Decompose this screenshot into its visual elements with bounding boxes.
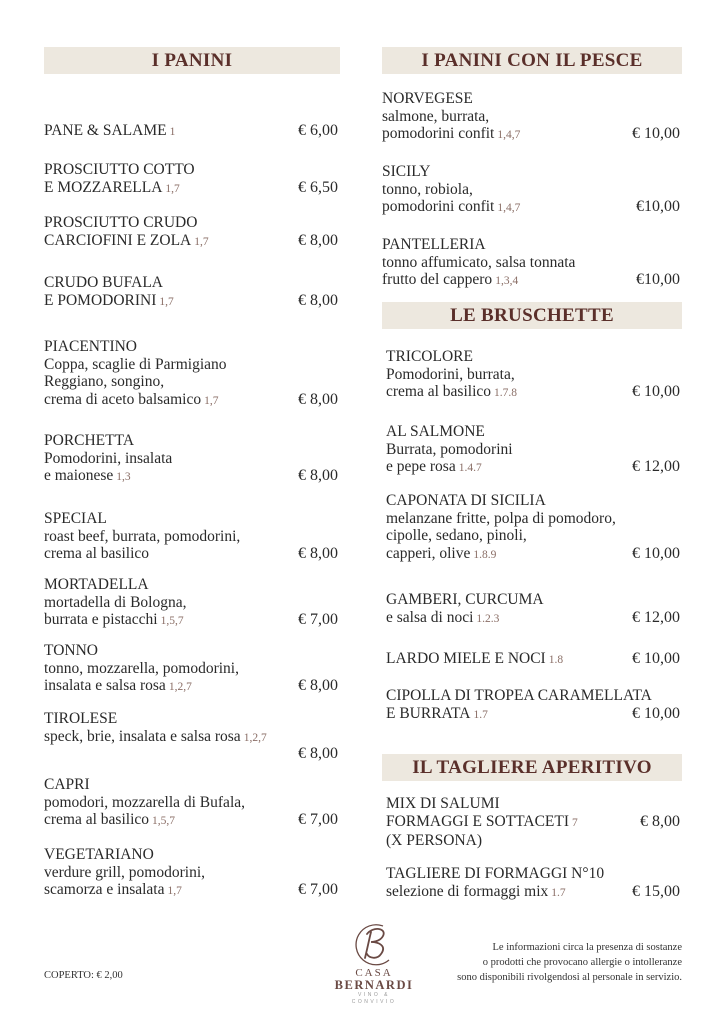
allergen-codes: 1.7.8	[494, 387, 518, 399]
item-text: CRUDO BUFALA	[44, 274, 163, 291]
panini-section	[44, 47, 340, 898]
item-description	[44, 373, 340, 391]
menu-item	[44, 710, 340, 762]
item-description	[382, 108, 682, 126]
item-name	[44, 122, 340, 142]
item-name	[386, 348, 682, 366]
allergen-codes: 1,4,7	[497, 129, 521, 141]
item-text: VEGETARIANO	[44, 846, 154, 863]
item-text: CIPOLLA DI TROPEA CARAMELLATA	[386, 687, 652, 704]
allergen-codes: 7	[572, 816, 578, 829]
item-text: verdure grill, pomodorini,	[44, 863, 205, 881]
item-description	[44, 811, 340, 831]
logo-casa: CASA	[355, 967, 393, 979]
allergen-codes: 1,7	[204, 394, 219, 407]
item-price: € 8,00	[298, 677, 338, 694]
item-description	[44, 356, 340, 374]
item-description	[386, 832, 682, 850]
item-price: € 6,50	[298, 178, 338, 196]
allergen-note-line: sono disponibili rivolgendosi al personale in servizio.	[457, 972, 682, 983]
item-text: Pomodorini, burrata,	[386, 365, 515, 383]
menu-item	[382, 236, 682, 291]
item-description	[386, 366, 682, 384]
item-description	[44, 660, 340, 678]
item-text: crema al basilico	[386, 383, 492, 400]
menu-item	[382, 163, 682, 218]
menu-item	[44, 776, 340, 831]
item-name	[382, 236, 682, 254]
allergen-note-line: Le informazioni circa la presenza di sostanze	[492, 942, 682, 953]
allergen-codes: 1.7	[551, 886, 566, 899]
item-text: e pepe rosa	[386, 458, 456, 475]
menu-item	[44, 161, 340, 198]
item-price: €10,00	[636, 271, 680, 288]
section-title-bruschette: LE BRUSCHETTE	[382, 302, 682, 329]
allergen-note-line: o prodotti che provocano allergie o intolleranze	[482, 957, 682, 968]
item-text: mortadella di Bologna,	[44, 593, 187, 611]
allergen-codes: 1,7	[167, 885, 182, 897]
item-text: TONNO	[44, 642, 98, 659]
section-title-tagliere: IL TAGLIERE APERITIVO	[382, 754, 682, 781]
allergen-codes: 1,5,7	[152, 815, 176, 827]
item-price: €10,00	[636, 198, 680, 215]
item-text: MORTADELLA	[44, 576, 149, 593]
menu-item	[44, 846, 340, 901]
item-text: PROSCIUTTO COTTO	[44, 161, 195, 178]
item-description	[386, 527, 682, 545]
menu-item	[386, 687, 682, 724]
item-price: € 8,00	[298, 545, 338, 562]
menu-item	[386, 591, 682, 628]
menu-item	[44, 510, 340, 563]
item-price: € 8,00	[298, 291, 338, 309]
item-description	[44, 677, 340, 697]
item-text: cipolle, sedano, pinoli,	[386, 527, 527, 544]
item-text: Reggiano, songino,	[44, 373, 165, 390]
allergen-codes: 1,5,7	[160, 615, 184, 627]
item-text: tonno affumicato, salsa tonnata	[382, 253, 576, 271]
item-text: CAPONATA DI SICILIA	[386, 492, 546, 509]
item-text: pomodorini confit	[382, 198, 495, 215]
item-text: PANTELLERIA	[382, 236, 486, 253]
item-description	[44, 545, 340, 563]
item-price: € 8,00	[298, 231, 338, 249]
item-name	[386, 687, 682, 705]
allergen-codes: 1	[169, 126, 176, 138]
item-text: GAMBERI, CURCUMA	[386, 591, 544, 608]
item-price: € 8,00	[298, 745, 338, 762]
item-name	[386, 492, 682, 510]
item-text: NORVEGESE	[382, 90, 473, 107]
item-text: crema di aceto balsamico	[44, 390, 202, 408]
item-description	[44, 467, 340, 487]
item-description	[386, 813, 682, 833]
right-column	[382, 47, 682, 900]
allergen-codes: 1,2,7	[243, 731, 267, 744]
menu-item	[386, 348, 682, 403]
item-price: € 7,00	[298, 811, 338, 828]
item-text: crema al basilico	[44, 545, 150, 562]
item-description	[44, 450, 340, 468]
menu-item	[44, 338, 340, 410]
item-text: MIX DI SALUMI	[386, 795, 500, 812]
item-text: selezione di formaggi mix	[386, 882, 549, 900]
item-description	[386, 510, 682, 528]
item-price: € 10,00	[632, 650, 680, 667]
menu-item	[44, 642, 340, 697]
menu-item	[386, 423, 682, 478]
item-price: € 8,00	[298, 390, 338, 408]
item-text: crema al basilico	[44, 811, 150, 828]
menu-item	[382, 90, 682, 145]
item-price: € 12,00	[632, 608, 680, 626]
allergen-codes: 1,3,4	[495, 275, 519, 287]
item-text: roast beef, burrata, pomodorini,	[44, 527, 241, 545]
allergen-codes: 1,7	[159, 295, 174, 308]
logo-tagline: VINO & CONVIVIO	[351, 992, 397, 1005]
item-name	[382, 90, 682, 108]
item-text: insalata e salsa rosa	[44, 677, 166, 694]
item-description	[44, 794, 340, 812]
allergen-codes: 1,4,7	[497, 202, 521, 214]
item-text: TRICOLORE	[386, 348, 473, 365]
item-name	[386, 865, 682, 883]
allergen-codes: 1,3	[116, 471, 131, 483]
item-text: Coppa, scaglie di Parmigiano	[44, 355, 227, 373]
item-description	[44, 594, 340, 612]
item-text: scamorza e insalata	[44, 881, 165, 898]
menu-item	[44, 214, 340, 251]
menu-item	[44, 576, 340, 631]
item-description	[44, 179, 340, 199]
allergen-codes: 1.8	[548, 654, 564, 666]
item-text: FORMAGGI E SOTTACETI	[386, 812, 570, 830]
allergen-codes: 1,7	[194, 235, 209, 248]
item-name	[44, 432, 340, 450]
menu-item	[44, 274, 340, 311]
allergen-codes: 1.2.3	[476, 612, 500, 625]
item-text: tonno, mozzarella, pomodorini,	[44, 659, 239, 677]
item-price: € 12,00	[632, 458, 680, 475]
item-price: € 15,00	[632, 882, 680, 900]
item-text: LARDO MIELE E NOCI	[386, 650, 546, 667]
item-text: Burrata, pomodorini	[386, 440, 513, 458]
item-text: CAPRI	[44, 776, 90, 793]
item-name	[44, 510, 340, 528]
item-description	[44, 881, 340, 901]
item-name	[44, 710, 340, 728]
item-description	[44, 292, 340, 312]
item-text: E MOZZARELLA	[44, 178, 163, 196]
item-text: Pomodorini, insalata	[44, 449, 173, 467]
item-name	[44, 274, 340, 292]
item-price: € 8,00	[640, 812, 680, 830]
item-text: SICILY	[382, 163, 431, 180]
item-price: € 10,00	[632, 383, 680, 400]
menu-item	[44, 432, 340, 487]
item-text: PANE & SALAME	[44, 122, 167, 139]
item-description	[44, 391, 340, 411]
item-description	[386, 441, 682, 459]
item-text: melanzane fritte, polpa di pomodoro,	[386, 509, 616, 527]
section-title-pesce: I PANINI CON IL PESCE	[382, 47, 682, 74]
item-name	[44, 338, 340, 356]
item-text: salmone, burrata,	[382, 107, 490, 125]
item-price: € 10,00	[632, 125, 680, 142]
item-name	[386, 423, 682, 441]
item-description	[44, 611, 340, 631]
item-text: PROSCIUTTO CRUDO	[44, 214, 198, 231]
item-text: E BURRATA	[386, 704, 471, 722]
allergen-codes: 1,7	[165, 182, 180, 195]
allergen-codes: 1,2,7	[168, 681, 192, 693]
menu-item	[386, 865, 682, 902]
item-text: E POMODORINI	[44, 291, 157, 309]
logo-name: BERNARDI	[334, 978, 414, 992]
allergen-note	[382, 940, 682, 985]
item-description	[44, 528, 340, 546]
section-title-panini: I PANINI	[44, 47, 340, 74]
item-name	[44, 846, 340, 864]
item-text: (X PERSONA)	[386, 832, 483, 849]
item-price: € 10,00	[632, 704, 680, 722]
item-name	[386, 795, 682, 813]
item-description	[44, 728, 340, 748]
item-text: frutto del cappero	[382, 271, 493, 288]
menu-item	[386, 650, 682, 670]
item-name	[44, 161, 340, 179]
allergen-codes: 1.4.7	[458, 462, 482, 474]
item-price: € 6,00	[298, 122, 338, 139]
item-price: € 7,00	[298, 881, 338, 898]
allergen-codes: 1.7	[473, 708, 488, 721]
item-name	[44, 214, 340, 232]
item-name	[382, 163, 682, 181]
coperto-charge: COPERTO: € 2,00	[44, 970, 123, 981]
item-price: € 10,00	[632, 544, 680, 562]
item-text: SPECIAL	[44, 510, 107, 527]
item-text: pomodorini confit	[382, 125, 495, 142]
item-text: CARCIOFINI E ZOLA	[44, 231, 192, 249]
item-text: e salsa di noci	[386, 608, 474, 626]
item-text: PORCHETTA	[44, 432, 135, 449]
item-description	[382, 181, 682, 199]
item-text: AL SALMONE	[386, 423, 485, 440]
item-description	[382, 254, 682, 272]
item-name	[44, 776, 340, 794]
item-name	[386, 591, 682, 609]
item-text: capperi, olive	[386, 544, 471, 562]
item-text: TIROLESE	[44, 710, 118, 727]
item-text: pomodori, mozzarella di Bufala,	[44, 793, 246, 811]
item-description	[44, 232, 340, 252]
menu-item	[386, 795, 682, 850]
item-text: tonno, robiola,	[382, 180, 473, 198]
menu-item	[386, 492, 682, 564]
item-text: speck, brie, insalata e salsa rosa	[44, 727, 241, 745]
item-name	[44, 576, 340, 594]
menu-item	[44, 122, 340, 142]
item-price: € 8,00	[298, 467, 338, 484]
item-name	[44, 642, 340, 660]
item-text: TAGLIERE DI FORMAGGI N°10	[386, 865, 605, 882]
item-text: PIACENTINO	[44, 338, 137, 355]
allergen-codes: 1.8.9	[473, 548, 497, 561]
item-price: € 7,00	[298, 611, 338, 628]
item-text: burrata e pistacchi	[44, 611, 158, 628]
item-text: e maionese	[44, 467, 114, 484]
item-description	[44, 864, 340, 882]
